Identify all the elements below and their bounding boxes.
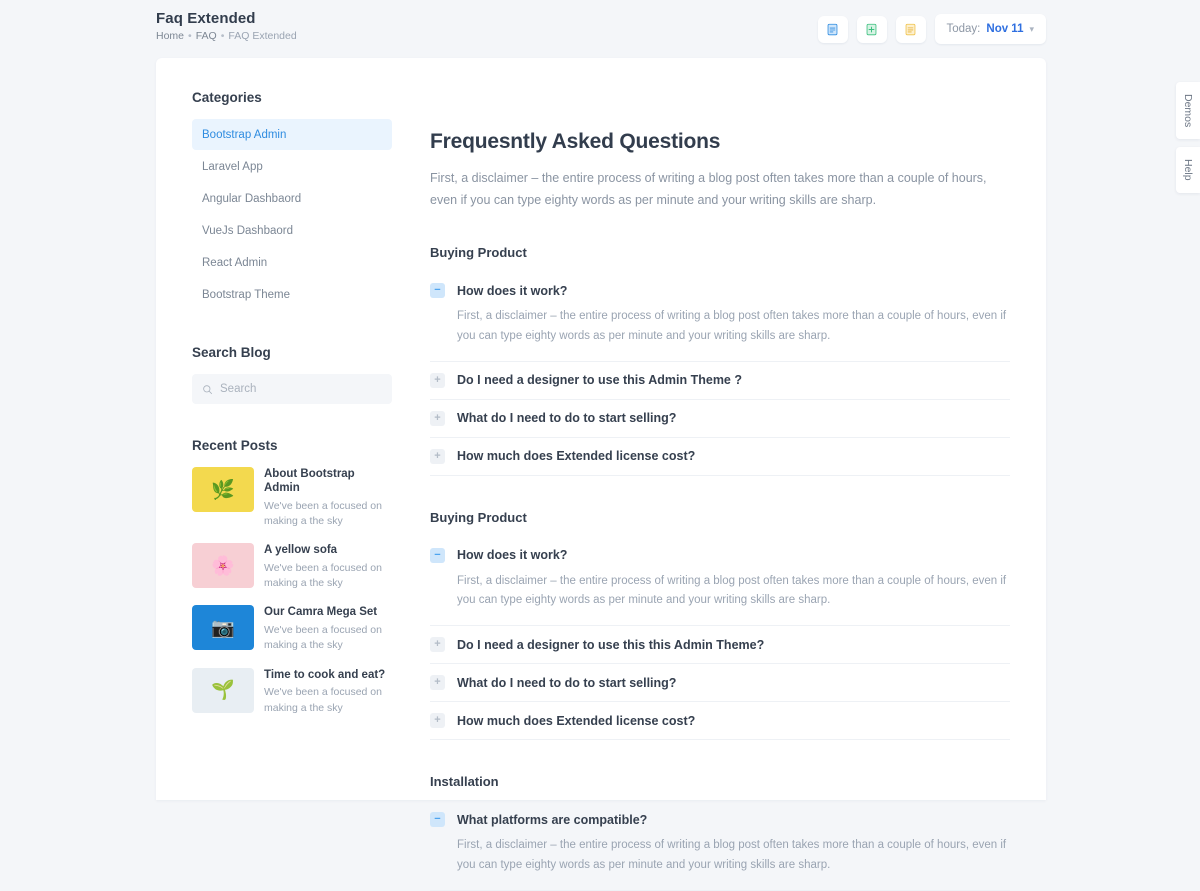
faq-question: Do I need a designer to use this this Admin Theme? <box>457 637 765 652</box>
faq-item[interactable] <box>430 362 1010 400</box>
minus-icon[interactable]: − <box>430 548 445 563</box>
breadcrumb-item-home[interactable]: Home <box>156 30 185 42</box>
faq-answer: First, a disclaimer – the entire process of writing a blog post often takes more than a couple of hours, even if you can type eighty words as per minute and your writing skills are sharp. <box>457 839 1007 871</box>
list-item[interactable] <box>192 467 392 529</box>
breadcrumb-item-faq[interactable]: FAQ <box>195 30 217 42</box>
plus-icon[interactable]: + <box>430 675 445 690</box>
section-title: Buying Product <box>430 245 527 260</box>
faq-item[interactable] <box>430 272 1010 362</box>
date-picker[interactable] <box>935 14 1047 44</box>
faq-item-header[interactable] <box>430 449 1010 464</box>
post-title[interactable]: A yellow sofa <box>264 544 338 557</box>
breadcrumb-separator: • <box>220 30 225 42</box>
sidebar <box>192 90 392 716</box>
faq-item-header[interactable] <box>430 675 1010 690</box>
post-description: We've been a focused on making a the sky <box>264 686 382 714</box>
minus-icon[interactable]: − <box>430 812 445 827</box>
post-description: We've been a focused on making a the sky <box>264 499 382 527</box>
search-blog-block <box>192 345 392 404</box>
category-list <box>192 119 392 311</box>
faq-item[interactable] <box>430 801 1010 891</box>
search-input[interactable] <box>220 383 382 395</box>
faq-item-header[interactable] <box>430 548 1010 563</box>
faq-item[interactable] <box>430 664 1010 702</box>
faq-question: What platforms are compatible? <box>457 812 648 827</box>
list-item[interactable] <box>192 668 392 716</box>
plant-icon: 🌿 <box>211 479 235 501</box>
faq-subtitle: First, a disclaimer – the entire process of writing a blog post often takes more than a couple of hours, even if you can type eighty words as per minute and your writing skills are sharp. <box>430 171 987 207</box>
sidebar-item-vuejs-dashboard[interactable]: VueJs Dashbaord <box>202 224 293 237</box>
post-thumbnail <box>192 543 254 588</box>
plus-icon[interactable]: + <box>430 449 445 464</box>
header-actions <box>818 10 1047 44</box>
post-body <box>264 543 384 591</box>
recent-posts-list <box>192 467 392 716</box>
plus-icon[interactable]: + <box>430 411 445 426</box>
post-thumbnail <box>192 605 254 650</box>
faq-question: How does it work? <box>457 548 568 563</box>
breadcrumb <box>156 30 297 42</box>
faq-question: What do I need to do to start selling? <box>457 675 677 690</box>
faq-item-header[interactable] <box>430 373 1010 388</box>
file-blue-icon[interactable] <box>818 16 848 43</box>
minus-icon[interactable]: − <box>430 283 445 298</box>
plus-icon[interactable]: + <box>430 713 445 728</box>
breadcrumb-item-current: FAQ Extended <box>228 30 297 42</box>
recent-posts-block <box>192 438 392 716</box>
search-box[interactable] <box>192 374 392 404</box>
sheet-green-icon[interactable] <box>857 16 887 43</box>
note-yellow-icon[interactable] <box>896 16 926 43</box>
camera-icon: 📷 <box>211 617 235 639</box>
faq-item-header[interactable] <box>430 637 1010 652</box>
faq-item-header[interactable] <box>430 283 1010 298</box>
post-title[interactable]: Our Camra Mega Set <box>264 606 378 619</box>
faq-title: Frequesntly Asked Questions <box>430 130 721 153</box>
post-body <box>264 605 384 653</box>
chevron-down-icon: ▾ <box>1029 23 1034 34</box>
potted-plant-icon: 🌱 <box>211 680 235 701</box>
list-item[interactable] <box>192 605 392 653</box>
faq-item-header[interactable] <box>430 812 1010 827</box>
faq-question: What do I need to do to start selling? <box>457 411 677 426</box>
post-thumbnail <box>192 668 254 713</box>
plus-icon[interactable]: + <box>430 637 445 652</box>
faq-question: Do I need a designer to use this Admin Theme ? <box>457 373 742 388</box>
faq-question: How much does Extended license cost? <box>457 713 696 728</box>
faq-item-header[interactable] <box>430 411 1010 426</box>
sidebar-item-angular-dashboard[interactable]: Angular Dashbaord <box>202 192 302 205</box>
faq-item[interactable] <box>430 702 1010 740</box>
page-title: Faq Extended <box>156 10 256 27</box>
date-value: Nov 11 <box>986 23 1024 35</box>
post-thumbnail <box>192 467 254 512</box>
search-blog-title: Search Blog <box>192 345 271 360</box>
faq-item[interactable] <box>430 400 1010 438</box>
recent-posts-title: Recent Posts <box>192 438 278 453</box>
sidebar-item-react-admin[interactable]: React Admin <box>202 256 268 269</box>
faq-question: How does it work? <box>457 283 568 298</box>
faq-section <box>430 245 1010 476</box>
post-body <box>264 668 385 716</box>
faq-answer: First, a disclaimer – the entire process of writing a blog post often takes more than a couple of hours, even if you can type eighty words as per minute and your writing skills are sharp. <box>457 574 1007 607</box>
section-title: Installation <box>430 774 499 790</box>
flower-icon: 🌸 <box>211 555 235 577</box>
list-item[interactable] <box>192 543 392 591</box>
faq-content <box>430 130 1010 891</box>
faq-item[interactable] <box>430 537 1010 627</box>
sidebar-item-bootstrap-admin[interactable]: Bootstrap Admin <box>192 119 392 150</box>
faq-section <box>430 774 1010 891</box>
plus-icon[interactable]: + <box>430 373 445 388</box>
faq-item-header[interactable] <box>430 713 1010 728</box>
faq-answer: First, a disclaimer – the entire process of writing a blog post often takes more than a couple of hours, even if you can type eighty words as per minute and your writing skills are sharp. <box>457 310 1007 342</box>
post-description: We've been a focused on making a the sky <box>264 561 382 590</box>
faq-item[interactable] <box>430 626 1010 664</box>
sidebar-item-laravel-app[interactable]: Laravel App <box>202 160 263 173</box>
search-icon <box>202 384 213 395</box>
page-header <box>156 0 1046 58</box>
post-description: We've been a focused on making a the sky <box>264 624 382 652</box>
content-card <box>156 58 1046 871</box>
header-left <box>156 10 297 42</box>
edge-tabs <box>1176 82 1200 193</box>
section-title: Buying Product <box>430 509 527 525</box>
tab-help[interactable]: Help <box>1176 147 1200 193</box>
tab-demos[interactable]: Demos <box>1176 82 1200 139</box>
date-label: Today: <box>946 23 981 35</box>
faq-item[interactable] <box>430 438 1010 476</box>
post-title[interactable]: About Bootstrap Admin <box>264 468 355 494</box>
post-title[interactable]: Time to cook and eat? <box>264 668 386 681</box>
categories-title: Categories <box>192 90 262 105</box>
faq-section <box>430 510 1010 741</box>
post-body <box>264 467 392 529</box>
breadcrumb-separator: • <box>188 30 192 42</box>
sidebar-item-bootstrap-theme[interactable]: Bootstrap Theme <box>202 288 291 301</box>
faq-question: How much does Extended license cost? <box>457 449 696 464</box>
